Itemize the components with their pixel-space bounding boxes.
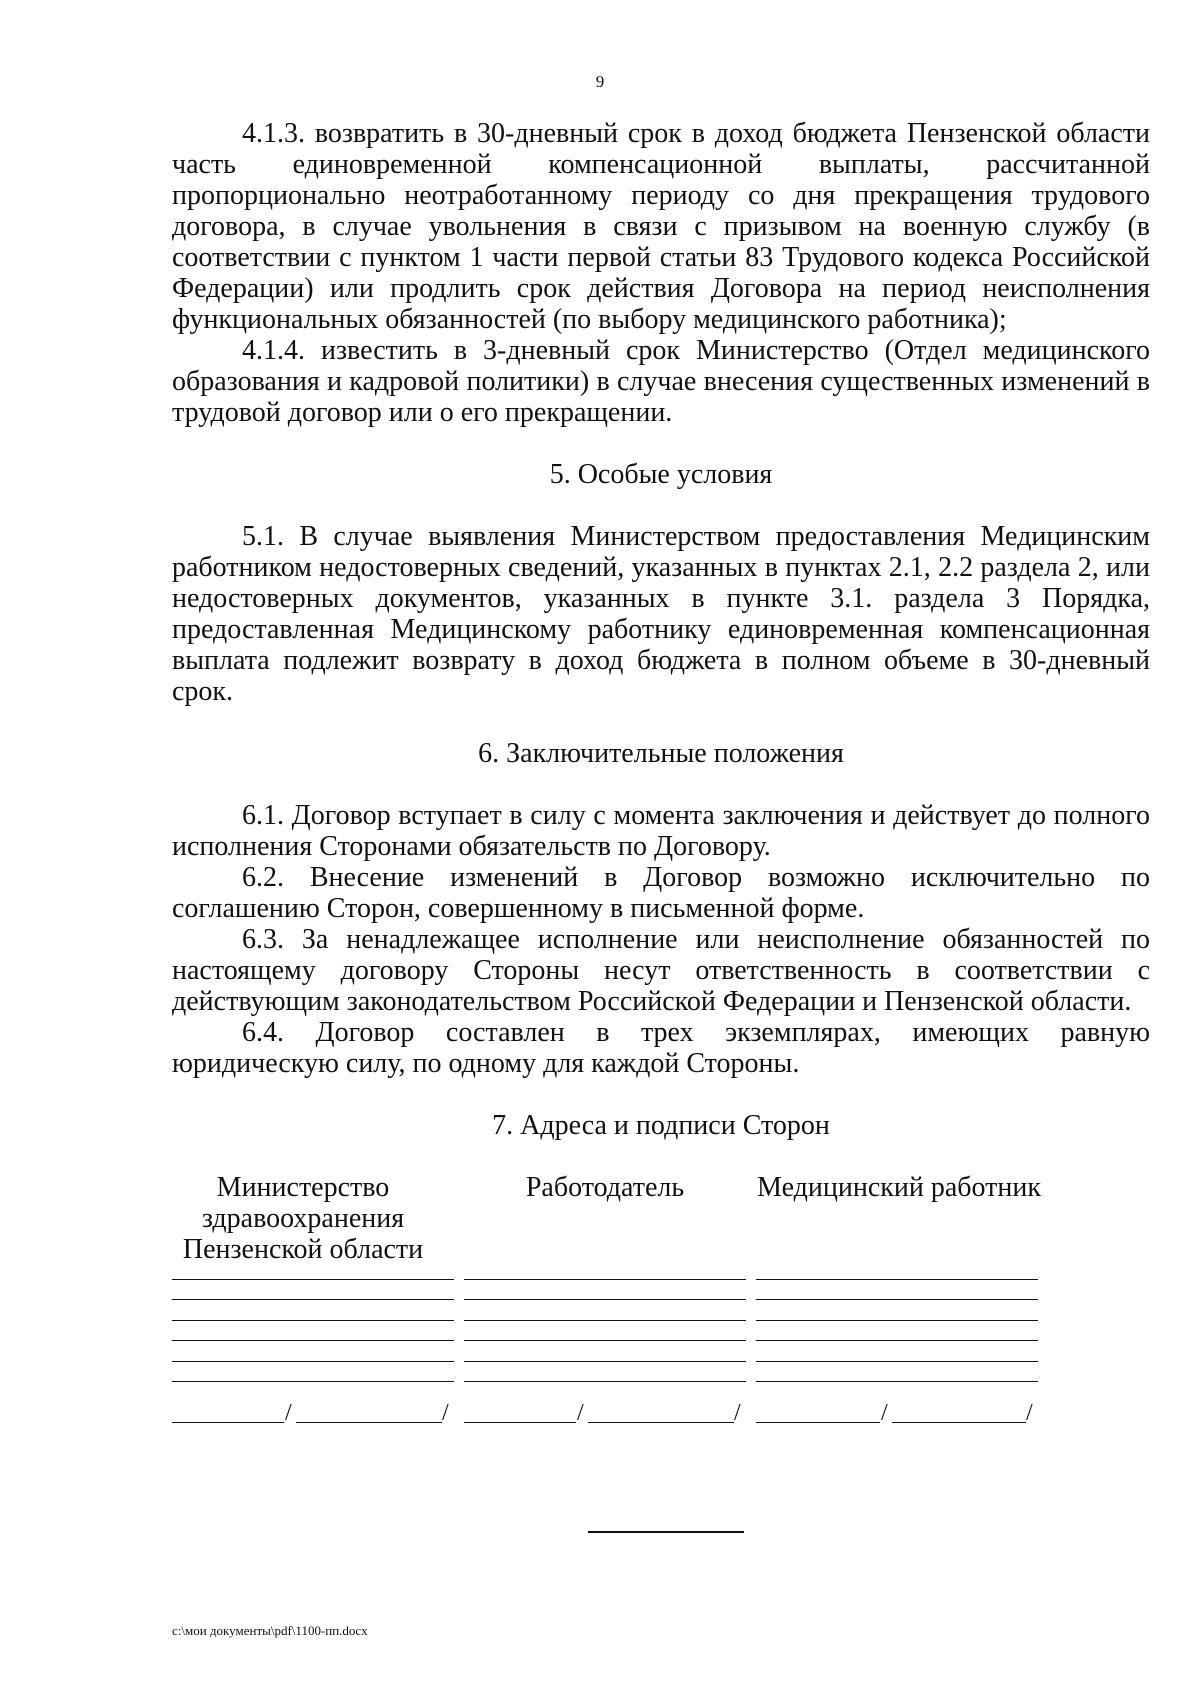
- signature-line: [756, 1401, 1038, 1425]
- blank-line: [464, 1361, 746, 1362]
- clause-4-1-4: 4.1.4. известить в 3-дневный срок Министерство (Отдел медицинского образования и кадровой политики) в случае внесения существенных изменений в трудовой договор или о его прекращении.: [172, 335, 1150, 428]
- party-employer: Работодатель: [525, 1172, 685, 1203]
- blank-line: [172, 1279, 454, 1280]
- clause-6-4: 6.4. Договор составлен в трех экземплярах, имеющих равную юридическую силу, по одному для каждой Стороны.: [172, 1017, 1150, 1079]
- signature-line: [172, 1401, 454, 1425]
- blank-line: [756, 1320, 1038, 1321]
- slash: /: [577, 1400, 584, 1426]
- slash: /: [442, 1400, 449, 1426]
- slash: /: [881, 1400, 888, 1426]
- slash: /: [734, 1400, 741, 1426]
- blank-line: [756, 1381, 1038, 1382]
- party-ministry-line1: Министерство: [216, 1172, 390, 1203]
- signature-block: [172, 1172, 1150, 1492]
- page-number: 9: [595, 72, 605, 91]
- blank-line: [464, 1299, 746, 1300]
- end-of-document-rule: [588, 1531, 744, 1533]
- section-6-title: 6. Заключительные положения: [478, 738, 844, 769]
- blank-line: [464, 1320, 746, 1321]
- blank-line: [464, 1279, 746, 1280]
- blank-line: [756, 1340, 1038, 1341]
- blank-line: [172, 1340, 454, 1341]
- slash: /: [1026, 1400, 1033, 1426]
- blank-line: [172, 1299, 454, 1300]
- blank-line: [172, 1361, 454, 1362]
- blank-line: [172, 1381, 454, 1382]
- party-medical-worker: Медицинский работник: [757, 1172, 1041, 1203]
- clause-6-2: 6.2. Внесение изменений в Договор возможно исключительно по соглашению Сторон, совершенному в письменной форме.: [172, 862, 1150, 924]
- clause-6-1: 6.1. Договор вступает в силу с момента заключения и действует до полного исполнения Сторонами обязательств по Договору.: [172, 800, 1150, 862]
- clause-4-1-3: 4.1.3. возвратить в 30-дневный срок в доход бюджета Пензенской области часть единовременной компенсационной выплаты, рассчитанной пропорционально неотработанному периоду со дня прекращения трудового договора, в случае увольнения в связи с призывом на военную службу (в соответствии с пунктом 1 части первой статьи 83 Трудового кодекса Российской Федерации) или продлить срок действия Договора на период неисполнения функциональных обязанностей (по выбору медицинского работника);: [172, 118, 1150, 335]
- party-ministry-line2: здравоохранения: [201, 1203, 405, 1234]
- blank-line: [464, 1381, 746, 1382]
- party-ministry: [172, 1172, 434, 1265]
- blank-line: [756, 1361, 1038, 1362]
- section-7-title: 7. Адреса и подписи Сторон: [492, 1110, 830, 1141]
- blank-line: [464, 1340, 746, 1341]
- blank-line: [756, 1279, 1038, 1280]
- signature-line: [464, 1401, 746, 1425]
- clause-5-1: 5.1. В случае выявления Министерством предоставления Медицинским работником недостоверных сведений, указанных в пунктах 2.1, 2.2 раздела 2, или недостоверных документов, указанных в пункте 3.1. раздела 3 Порядка, предоставленная Медицинскому работнику единовременная компенсационная выплата подлежит возврату в доход бюджета в полном объеме в 30-дневный срок.: [172, 521, 1150, 707]
- clause-6-3: 6.3. За ненадлежащее исполнение или неисполнение обязанностей по настоящему договору Стороны несут ответственность в соответствии с действующим законодательством Российской Федерации и Пензенской области.: [172, 924, 1150, 1017]
- blank-line: [172, 1320, 454, 1321]
- slash: /: [285, 1400, 292, 1426]
- blank-line: [756, 1299, 1038, 1300]
- footer-file-path: c:\мои документы\pdf\1100-пп.docx: [172, 1623, 368, 1638]
- document-body: [172, 118, 1150, 1492]
- party-ministry-line3: Пензенской области: [182, 1234, 424, 1265]
- section-5-title: 5. Особые условия: [549, 459, 773, 490]
